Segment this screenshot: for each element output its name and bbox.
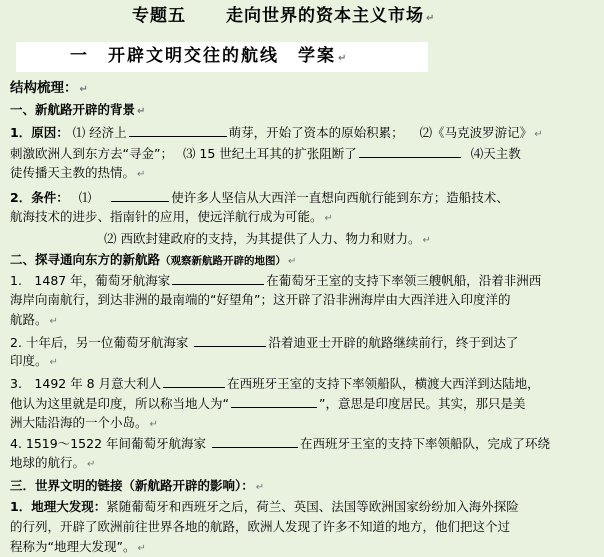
- blank-field[interactable]: [111, 189, 169, 202]
- section-2-item-1-line-3: 航路。 ↵: [10, 312, 58, 327]
- paragraph-1-line-1: 1．原因： ⑴ 经济上 萌芽，开始了资本的原始积累； ⑵《马克波罗游记》 ↵: [10, 125, 543, 140]
- section-3-line-3: 程称为“地理大发现”。 ↵: [10, 539, 146, 554]
- section-2-item-3-line-1: 3. 1492 年 8 月意大利人 在西班牙王室的支持下率领船队，横渡大西洋到达陆地，: [10, 376, 540, 391]
- title-subject: 走向世界的资本主义市场: [226, 6, 424, 26]
- section-3-heading: 三．世界文明的链接（新航路开辟的影响）： ↵: [10, 478, 265, 493]
- blank-field[interactable]: [129, 124, 227, 137]
- section-2-item-3-line-3: 洲大陆沿海的一个小岛。 ↵: [10, 415, 158, 430]
- section-2-heading: 二、探寻通向东方的新航路（观察新航路开辟的地图） ↵: [10, 252, 297, 267]
- paragraph-mark-icon: ↵: [338, 53, 349, 64]
- lesson-title: [70, 48, 348, 67]
- paragraph-2-line-1: 2．条件： ⑴ 使许多人坚信从大西洋一直想向西航行能到东方；造船技术、: [10, 190, 509, 205]
- paragraph-2-line-3: ⑵ 西欧封建政府的支持，为其提供了人力、物力和财力。 ↵: [104, 231, 431, 246]
- section-2-item-2-line-2: 印度。 ↵: [10, 353, 58, 368]
- section-2-item-2-line-1: 2. 十年后，另一位葡萄牙航海家 沿着迪亚士开辟的航路继续前行，终于到达了: [10, 335, 519, 350]
- section-3-line-1: 1．地理大发现：紧随葡萄牙和西班牙之后，荷兰、英国、法国等欧洲国家纷纷加入海外探险: [10, 499, 519, 514]
- paragraph-mark-icon: ↵: [426, 13, 436, 24]
- paragraph-1-line-2: 刺激欧洲人到东方去“寻金”； ⑶ 15 世纪土耳其的扩张阻断了 ⑷天主教: [10, 146, 521, 161]
- blank-field[interactable]: [359, 145, 461, 158]
- lesson-title-text: 一 开辟文明交往的航线 学案: [70, 46, 336, 66]
- blank-field[interactable]: [231, 395, 317, 408]
- section-2-item-3-line-2: 他认为这里就是印度，所以称当地人为“ ”，意思是印度居民。其实，那只是美: [10, 396, 526, 411]
- section-1-heading: 一、新航路开辟的背景 ↵: [10, 102, 146, 117]
- structure-heading: 结构梳理： ↵: [10, 80, 88, 96]
- paragraph-2-line-2: 航海技术的进步、指南针的应用，使远洋航行成为可能。 ↵: [10, 209, 333, 224]
- section-2-item-1-line-1: 1. 1487 年，葡萄牙航海家 在葡萄牙王室的支持下率领三艘帆船，沿着非洲西: [10, 273, 542, 288]
- section-3-line-2: 的行列，开辟了欧洲前往世界各地的航路，欧洲人发现了许多不知道的地方，他们把这个过: [10, 519, 511, 534]
- paragraph-mark-icon: ↵: [137, 106, 146, 117]
- blank-field[interactable]: [172, 272, 264, 285]
- blank-field[interactable]: [163, 375, 225, 388]
- paragraph-1-line-3: 徒传播天主教的热情。 ↵: [10, 165, 146, 180]
- page-title: [132, 8, 435, 27]
- paragraph-mark-icon: ↵: [79, 84, 88, 95]
- blank-field[interactable]: [212, 435, 298, 448]
- section-2-item-4-line-1: 4. 1519～1522 年间葡萄牙航海家 在西班牙王室的支持下率领船队，完成了环绕: [10, 436, 551, 451]
- section-2-item-4-line-2: 地球的航行。 ↵: [10, 455, 96, 470]
- section-2-item-1-line-2: 海岸向南航行，到达非洲的最南端的“好望角”；这开辟了沿非洲海岸由大西洋进入印度洋的: [10, 292, 511, 307]
- blank-field[interactable]: [194, 334, 266, 347]
- title-topic: 专题五: [132, 6, 186, 26]
